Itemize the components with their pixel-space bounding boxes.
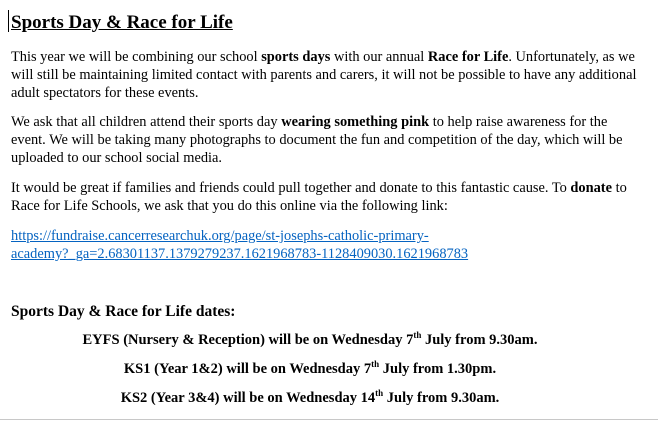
- date-ks2-time: July from 9.30am.: [383, 390, 500, 406]
- donate-text-2: to Race for Life Schools, we ask that you do this online via the following link:: [11, 180, 627, 214]
- date-eyfs: [0, 332, 620, 349]
- intro-text-2: with our annual: [330, 49, 428, 65]
- date-ks1: [0, 361, 620, 378]
- intro-bold-sports-days: sports days: [261, 49, 331, 65]
- intro-text-3: . Unfortunately, as we will still be maintaining limited contact with parents and carers, it will not be possible to have any additional adult spectators for these events.: [11, 49, 637, 101]
- pink-bold: wearing something pink: [281, 114, 430, 130]
- pink-text-1: We ask that all children attend their sports day: [11, 114, 282, 130]
- date-ks2-text: KS2 (Year 3&4) will be on Wednesday 14: [120, 390, 376, 406]
- document-title: Sports Day & Race for Life: [11, 12, 233, 33]
- date-ks1-text: KS1 (Year 1&2) will be on Wednesday 7: [123, 361, 372, 377]
- date-ks2: [0, 390, 620, 407]
- text-cursor: [8, 10, 9, 32]
- intro-bold-race-for-life: Race for Life: [427, 49, 509, 65]
- fundraise-link[interactable]: [11, 227, 651, 263]
- donate-bold: donate: [570, 180, 612, 196]
- date-eyfs-text: EYFS (Nursery & Reception) will be on Wednesday 7: [82, 332, 414, 348]
- date-eyfs-time: July from 9.30am.: [421, 332, 538, 348]
- paragraph-intro: [11, 48, 641, 102]
- page-bottom-border: [0, 419, 658, 420]
- fundraise-link-line-1[interactable]: https://fundraise.cancerresearchuk.org/page/st-josephs-catholic-primary-: [11, 228, 429, 244]
- donate-text-1: It would be great if families and friends could pull together and donate to this fantastic cause. To: [11, 180, 571, 196]
- date-ks1-suffix: th: [371, 359, 380, 370]
- dates-heading: Sports Day & Race for Life dates:: [11, 303, 236, 320]
- date-ks2-suffix: th: [375, 388, 384, 399]
- paragraph-wear-pink: [11, 113, 641, 167]
- paragraph-donate: [11, 179, 641, 215]
- date-ks1-time: July from 1.30pm.: [379, 361, 497, 377]
- date-eyfs-suffix: th: [413, 330, 422, 341]
- fundraise-link-line-2[interactable]: academy?_ga=2.68301137.1379279237.1621968783-1128409030.1621968783: [11, 246, 469, 262]
- pink-text-2: to help raise awareness for the event. We will be taking many photographs to document the fun and competition of the day, which will be uploaded to our school social media.: [11, 114, 623, 166]
- intro-text-1: This year we will be combining our school: [11, 49, 262, 65]
